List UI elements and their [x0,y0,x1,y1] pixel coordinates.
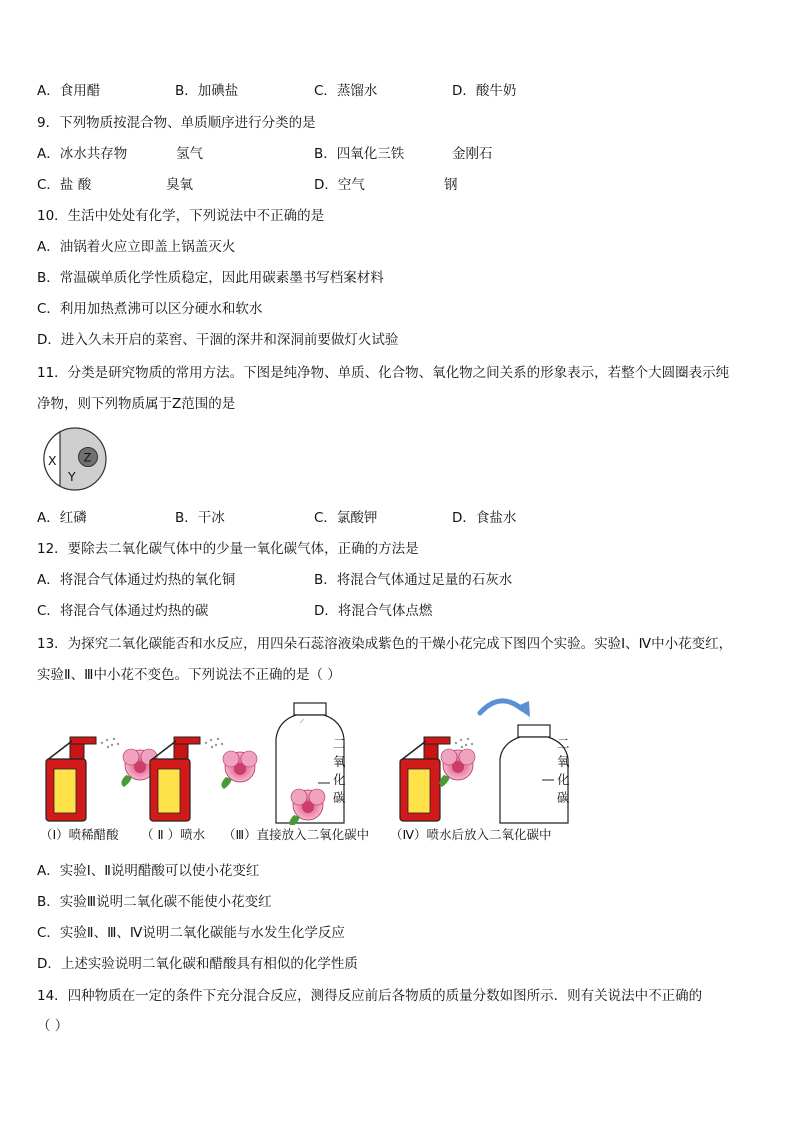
svg-text:化: 化 [333,772,346,787]
q8-option-d: D．酸牛奶 [452,83,517,99]
q13-stem-line1: 13．为探究二氧化碳能否和水反应，用四朵石蕊溶液染成紫色的干燥小花完成下图四个实验。实验Ⅰ、Ⅳ中小花变红， [37,636,733,652]
q12-option-c: C．将混合气体通过灼热的碳 [37,603,209,619]
label-y: Y [68,469,76,484]
spray-mist-icon [205,738,223,748]
q9-option-a: A．冰水共存物 [37,146,128,162]
flower-icon [439,749,475,787]
experiment-illustration [36,695,596,825]
svg-text:氧: 氧 [333,754,346,769]
svg-text:二: 二 [333,736,346,751]
q12-option-a: A．将混合气体通过灼热的氧化铜 [37,572,236,588]
caption-experiment-4: （Ⅳ）喷水后放入二氧化碳中 [390,827,552,842]
svg-text:碳: 碳 [557,790,570,805]
q9-option-b-2: 金刚石 [452,146,493,162]
spray-bottle-icon [46,737,96,821]
spray-mist-icon [101,738,119,748]
q9-stem: 9．下列物质按混合物、单质顺序进行分类的是 [37,115,316,131]
svg-text:二: 二 [557,736,570,751]
q9-option-c-2: 臭氧 [166,177,193,193]
q13-stem-line2: 实验Ⅱ、Ⅲ中小花不变色。下列说法不正确的是（ ） [37,667,341,683]
q10-option-d: D．进入久未开启的菜窖、干涸的深井和深洞前要做灯火试验 [37,332,399,348]
q11-stem-line2: 净物，则下列物质属于Z范围的是 [37,396,236,412]
q8-option-a: A．食用醋 [37,83,101,99]
q12-option-b: B．将混合气体通过足量的石灰水 [314,572,513,588]
q10-option-b: B．常温碳单质化学性质稳定，因此用碳素墨书写档案材料 [37,270,384,286]
q13-option-c: C．实验Ⅱ、Ⅲ、Ⅳ说明二氧化碳能与水发生化学反应 [37,925,345,941]
q11-option-c: C．氯酸钾 [314,510,378,526]
q13-option-d: D．上述实验说明二氧化碳和醋酸具有相似的化学性质 [37,956,358,972]
label-x: X [48,453,57,468]
q13-option-b: B．实验Ⅲ说明二氧化碳不能使小花变红 [37,894,272,910]
curved-arrow-icon [480,701,530,717]
caption-experiment-2: （ Ⅱ ）喷水 [141,827,206,842]
q12-stem: 12．要除去二氧化碳气体中的少量一氧化碳气体，正确的方法是 [37,541,419,557]
q13-option-a: A．实验Ⅰ、Ⅱ说明醋酸可以使小花变红 [37,863,260,879]
q8-option-c: C．蒸馏水 [314,83,378,99]
q14-stem-line2: （ ） [37,1018,69,1034]
q10-option-a: A．油锅着火应立即盖上锅盖灭火 [37,239,236,255]
q10-option-c: C．利用加热煮沸可以区分硬水和软水 [37,301,263,317]
q11-stem-line1: 11．分类是研究物质的常用方法。下图是纯净物、单质、化合物、氧化物之间关系的形象表示，若整个大圆圈表示纯 [37,365,730,381]
q10-stem: 10．生活中处处有化学，下列说法中不正确的是 [37,208,325,224]
q11-option-a: A．红磷 [37,510,87,526]
q8-option-b: B．加碘盐 [175,83,239,99]
q9-option-c: C．盐 酸 [37,177,92,193]
q9-option-a-2: 氢气 [176,146,203,162]
svg-text:碳: 碳 [333,790,346,805]
q11-option-d: D．食盐水 [452,510,517,526]
svg-text:化: 化 [557,772,570,787]
q9-option-d: D．空气 [314,177,365,193]
caption-experiment-1: （Ⅰ）喷稀醋酸 [40,827,119,842]
q9-option-b: B．四氧化三铁 [314,146,405,162]
label-z: Z [83,450,92,465]
spray-mist-icon [455,738,473,748]
q9-option-d-2: 钢 [444,177,458,193]
classification-circle-diagram [36,426,116,492]
svg-text:氧: 氧 [557,754,570,769]
caption-experiment-3: （Ⅲ）直接放入二氧化碳中 [223,827,370,842]
q12-option-d: D．将混合气体点燃 [314,603,433,619]
flower-icon [221,751,257,789]
q11-option-b: B．干冰 [175,510,225,526]
spray-bottle-icon [150,737,200,821]
q14-stem-line1: 14．四种物质在一定的条件下充分混合反应，测得反应前后各物质的质量分数如图所示．则有关说法中不正确的 [37,988,703,1004]
